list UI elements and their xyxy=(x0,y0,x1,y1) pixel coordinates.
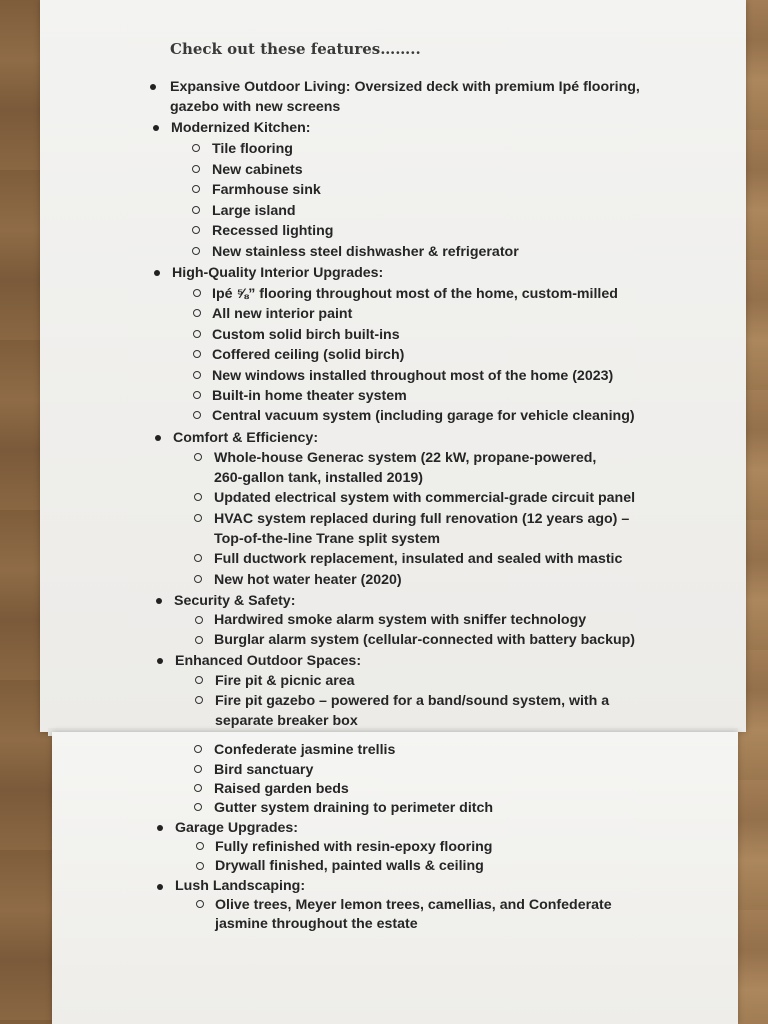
sub-bullet-icon xyxy=(194,803,202,811)
list-item: Ipé ⅝” flooring throughout most of the home, custom-milled xyxy=(212,286,618,302)
sub-bullet-icon xyxy=(192,185,200,193)
section-heading: Enhanced Outdoor Spaces: xyxy=(175,653,362,669)
bullet-icon xyxy=(157,884,163,890)
list-item: Confederate jasmine trellis xyxy=(214,742,396,758)
list-item: Bird sanctuary xyxy=(214,762,314,778)
sub-bullet-icon xyxy=(192,165,200,173)
sub-bullet-icon xyxy=(193,309,201,317)
list-item-continuation: Top-of-the-line Trane split system xyxy=(214,531,440,547)
list-item-continuation: 260-gallon tank, installed 2019) xyxy=(214,470,423,486)
bullet-icon xyxy=(155,435,161,441)
bullet-icon xyxy=(156,598,162,604)
list-item: Coffered ceiling (solid birch) xyxy=(212,347,405,363)
sub-bullet-icon xyxy=(194,554,202,562)
list-item: Fire pit gazebo – powered for a band/sound system, with a xyxy=(215,693,610,709)
sub-bullet-icon xyxy=(196,842,204,850)
sub-bullet-icon xyxy=(193,391,201,399)
list-item: Olive trees, Meyer lemon trees, camellias, and Confederate xyxy=(215,897,612,913)
sub-bullet-icon xyxy=(193,330,201,338)
bullet-icon xyxy=(157,658,163,664)
list-item: Recessed lighting xyxy=(212,223,334,239)
list-item-continuation: jasmine throughout the estate xyxy=(215,916,418,932)
list-item: New stainless steel dishwasher & refrigerator xyxy=(212,244,519,260)
list-item: HVAC system replaced during full renovation (12 years ago) – xyxy=(214,511,630,527)
sub-bullet-icon xyxy=(194,514,202,522)
section-heading-continuation: gazebo with new screens xyxy=(170,99,341,115)
list-item: New hot water heater (2020) xyxy=(214,572,402,588)
sub-bullet-icon xyxy=(192,144,200,152)
list-item: Hardwired smoke alarm system with sniffer technology xyxy=(214,612,587,628)
section-heading: Modernized Kitchen: xyxy=(171,120,311,136)
section-heading: Comfort & Efficiency: xyxy=(173,430,319,446)
list-item: Burglar alarm system (cellular-connected with battery backup) xyxy=(214,632,636,648)
list-item: Tile flooring xyxy=(212,141,293,157)
sub-bullet-icon xyxy=(192,206,200,214)
list-item: Built-in home theater system xyxy=(212,388,407,404)
section-heading: Garage Upgrades: xyxy=(175,820,298,836)
list-item: Fire pit & picnic area xyxy=(215,673,355,689)
sub-bullet-icon xyxy=(194,453,202,461)
sub-bullet-icon xyxy=(193,371,201,379)
list-item: All new interior paint xyxy=(212,306,353,322)
list-item-continuation: separate breaker box xyxy=(215,713,358,729)
list-item: New windows installed throughout most of the home (2023) xyxy=(212,368,614,384)
list-item: Raised garden beds xyxy=(214,781,349,797)
list-item: Large island xyxy=(212,203,296,219)
sub-bullet-icon xyxy=(193,350,201,358)
sub-bullet-icon xyxy=(195,676,203,684)
section-heading: Expansive Outdoor Living: Oversized deck with premium Ipé flooring, xyxy=(170,79,640,95)
sub-bullet-icon xyxy=(196,862,204,870)
list-item: Updated electrical system with commercial-grade circuit panel xyxy=(214,490,636,506)
sub-bullet-icon xyxy=(192,226,200,234)
sub-bullet-icon xyxy=(194,784,202,792)
list-item: New cabinets xyxy=(212,162,303,178)
sub-bullet-icon xyxy=(192,247,200,255)
section-heading: Security & Safety: xyxy=(174,593,296,609)
section-heading: Lush Landscaping: xyxy=(175,878,306,894)
section-heading: High-Quality Interior Upgrades: xyxy=(172,265,384,281)
sub-bullet-icon xyxy=(193,411,201,419)
sub-bullet-icon xyxy=(194,575,202,583)
sub-bullet-icon xyxy=(195,616,203,624)
sub-bullet-icon xyxy=(193,289,201,297)
list-item: Farmhouse sink xyxy=(212,182,321,198)
list-item: Custom solid birch built-ins xyxy=(212,327,400,343)
sub-bullet-icon xyxy=(194,765,202,773)
list-item: Full ductwork replacement, insulated and sealed with mastic xyxy=(214,551,623,567)
sub-bullet-icon xyxy=(195,696,203,704)
list-item: Central vacuum system (including garage for vehicle cleaning) xyxy=(212,408,635,424)
list-item: Fully refinished with resin-epoxy flooring xyxy=(215,839,493,855)
bullet-icon xyxy=(154,270,160,276)
bullet-icon xyxy=(153,125,159,131)
sub-bullet-icon xyxy=(196,900,204,908)
list-item: Gutter system draining to perimeter ditch xyxy=(214,800,494,816)
list-item: Drywall finished, painted walls & ceiling xyxy=(215,858,484,874)
sub-bullet-icon xyxy=(194,493,202,501)
list-item: Whole-house Generac system (22 kW, propane-powered, xyxy=(214,450,597,466)
sub-bullet-icon xyxy=(194,745,202,753)
sub-bullet-icon xyxy=(195,636,203,644)
bullet-icon xyxy=(157,825,163,831)
page-title: Check out these features…….. xyxy=(170,40,421,58)
bullet-icon xyxy=(150,84,156,90)
